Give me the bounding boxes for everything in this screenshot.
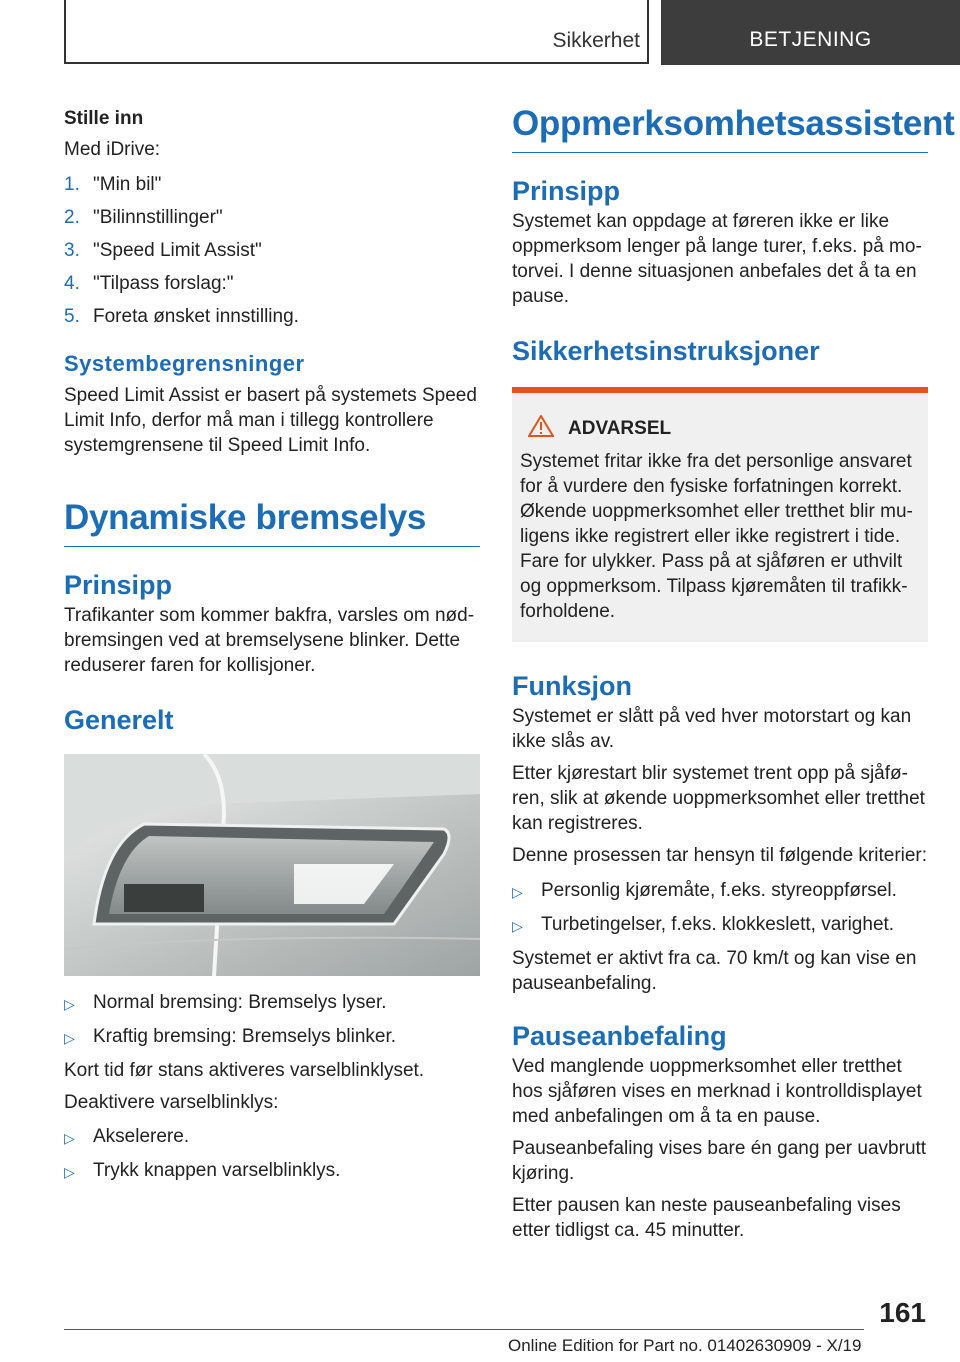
list-item: 1. "Min bil" [64, 174, 162, 195]
list-item: 2. "Bilinnstillinger" [64, 207, 223, 228]
list-item: ▷ Turbetingelser, f.eks. klokkeslett, varighet. [512, 912, 928, 939]
section-title-brake-lights: Dynamiske bremselys [64, 498, 480, 547]
list-item: 5. Foreta ønsket innstilling. [64, 306, 299, 327]
list-item: 3. "Speed Limit Assist" [64, 240, 262, 261]
section-title-attention-assistant: Oppmerksomhetsassistent [512, 104, 928, 153]
setup-steps [64, 172, 480, 329]
short-stop-text: Kort tid før stans aktiveres varselblinklyset. [64, 1060, 425, 1081]
brake-light-illustration [64, 754, 480, 976]
function-paragraph: Denne prosessen tar hensyn til følgende kriterier: [512, 845, 928, 866]
page-number: 161 [879, 1297, 926, 1328]
limits-text: Speed Limit Assist er basert på systemets Speed Limit Info, derfor må man i tillegg kontrollere systemgrensene til Speed Limit Info. [64, 385, 477, 456]
warning-text: Systemet fritar ikke fra det personlige ansvaret for å vurdere den fysiske forfatningen korrekt. Økende uoppmerksomhet eller tretthet blir muligens ikke registrert eller ikke registrert i tide. Fare for ulykker. Pass på at sjåføren er uthvilt og oppmerksom. Tilpass kjøremåten til trafikkforholdene. [520, 451, 913, 622]
brake-bullets [64, 990, 480, 1051]
list-item: 4. "Tilpass forslag:" [64, 273, 234, 294]
triangle-bullet-icon: ▷ [512, 884, 523, 900]
triangle-bullet-icon: ▷ [64, 1164, 75, 1180]
function-paragraph: Systemet er aktivt fra ca. 70 km/t og kan vise en pauseanbefaling. [512, 948, 917, 994]
limits-heading: Systembegrensninger [64, 351, 305, 376]
setup-intro: Med iDrive: [64, 139, 161, 160]
pause-paragraph: Pauseanbefaling vises bare én gang per uavbrutt kjøring. [512, 1138, 927, 1184]
right-column [512, 100, 955, 1243]
principle-heading: Prinsipp [64, 570, 173, 600]
safety-heading: Sikkerhetsinstruksjoner [512, 336, 820, 366]
criteria-list [512, 878, 928, 939]
list-item: ▷ Kraftig bremsing: Bremselys blinker. [64, 1024, 480, 1051]
left-column [64, 100, 480, 1192]
triangle-bullet-icon: ▷ [512, 918, 523, 934]
setup-heading: Stille inn [64, 108, 144, 129]
list-item: ▷ Akselerere. [64, 1124, 480, 1151]
function-paragraph: Etter kjørestart blir systemet trent opp på sjåføren, slik at økende uoppmerksomhet eller tretthet kan registreres. [512, 763, 925, 834]
triangle-bullet-icon: ▷ [64, 1130, 75, 1146]
warning-box [512, 387, 928, 642]
footer-divider [64, 1329, 864, 1330]
footer-edition-text: Online Edition for Part no. 01402630909 - X/19 [508, 1336, 862, 1355]
warning-title: ADVARSEL [520, 415, 920, 443]
deactivate-bullets [64, 1124, 480, 1185]
header-section-title: Sikkerhet [552, 29, 640, 52]
function-paragraph: Systemet er slått på ved hver motorstart og kan ikke slås av. [512, 706, 912, 752]
pause-paragraph: Etter pausen kan neste pauseanbefaling vises etter tidligst ca. 45 minutter. [512, 1195, 901, 1241]
function-heading: Funksjon [512, 671, 632, 701]
triangle-bullet-icon: ▷ [64, 996, 75, 1012]
triangle-bullet-icon: ▷ [64, 1030, 75, 1046]
general-heading: Generelt [64, 705, 174, 735]
deactivate-intro: Deaktivere varselblinklys: [64, 1092, 279, 1113]
pause-paragraph: Ved manglende uoppmerksomhet eller tretthet hos sjåføren vises en merknad i kontrolldisplayet med anbefalingen om å ta en pause. [512, 1056, 922, 1127]
list-item: ▷ Trykk knappen varselblinklys. [64, 1158, 480, 1185]
list-item: ▷ Personlig kjøremåte, f.eks. styreoppførsel. [512, 878, 928, 905]
pause-heading: Pauseanbefaling [512, 1021, 727, 1051]
principle-text: Systemet kan oppdage at føreren ikke er like oppmerksom lenger på lange turer, f.eks. på motorvei. I denne situasjonen anbefales det å ta en pause. [512, 211, 922, 307]
principle-heading: Prinsipp [512, 176, 621, 206]
list-item: ▷ Normal bremsing: Bremselys lyser. [64, 990, 480, 1017]
header-chapter-tab: BETJENING [661, 0, 960, 65]
principle-text: Trafikanter som kommer bakfra, varsles om nødbremsingen ved at bremselysene blinker. Dette reduserer faren for kollisjoner. [64, 605, 475, 676]
warning-triangle-icon [528, 415, 556, 443]
